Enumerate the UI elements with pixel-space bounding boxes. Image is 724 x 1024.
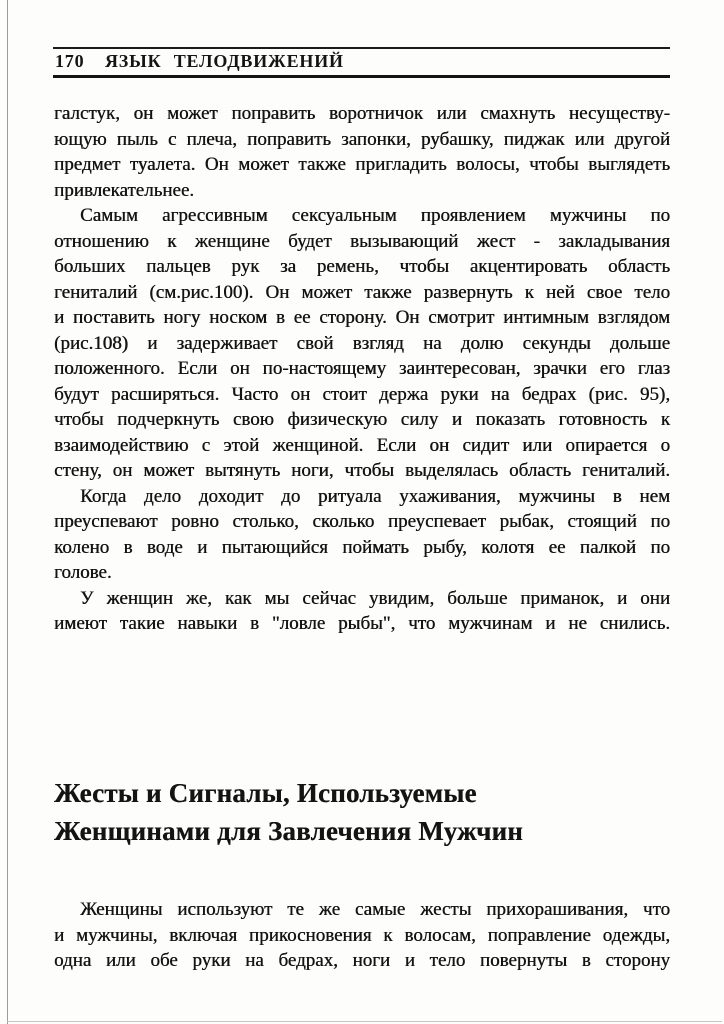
text-line: (рис.108) и задерживает свой взгляд на долю секунды дольше: [54, 332, 670, 354]
text-line: привлекательнее.: [54, 179, 195, 201]
text-line: одна или обе руки на бедрах, ноги и тело повернуты в сторону: [54, 950, 670, 971]
text-line: галстук, он может поправить воротничок или смахнуть несуществу-: [54, 103, 670, 124]
text-line: голове.: [54, 562, 112, 583]
text-line: взаимодействию с этой женщиной. Если он сидит или опирается о: [54, 434, 670, 456]
page-bottom-edge-shadow: [7, 1021, 722, 1022]
page-left-edge-shadow: [7, 0, 8, 1024]
text-line: У женщин же, как мы сейчас увидим, больше приманок, и они: [80, 587, 670, 609]
header-rule-top: [53, 47, 670, 49]
section-heading-line-1: Жесты и Сигналы, Используемые: [54, 778, 477, 808]
header-rule-bottom: [53, 75, 670, 78]
text-line: и мужчины, включая прикосновения к волосам, поправление одежды,: [54, 924, 670, 946]
text-line: стену, он может вытянуть ноги, чтобы выделялась область гениталий.: [54, 460, 670, 481]
text-line: ющую пыль с плеча, поправить запонки, рубашку, пиджак или другой: [54, 128, 670, 150]
running-header: [55, 51, 670, 72]
text-line: преуспевают ровно столько, сколько преуспевает рыбак, стоящий по: [54, 511, 670, 532]
text-line: Когда дело доходит до ритуала ухаживания, мужчины в нем: [80, 485, 670, 507]
text-line: Женщины используют те же самые жесты прихорашивания, что: [80, 899, 670, 920]
text-line: отношению к женщине будет вызывающий жест - закладывания: [54, 230, 670, 252]
section-heading: [54, 774, 670, 850]
text-line: будут расширяться. Часто он стоит держа руки на бедрах (рис. 95),: [54, 383, 670, 405]
text-line: колено в воде и пытающийся поймать рыбу, колотя ее палкой по: [54, 536, 670, 558]
text-line: имеют такие навыки в "ловле рыбы", что мужчинам и не снились.: [54, 613, 670, 634]
body-text-bottom: [54, 897, 670, 974]
running-title: ЯЗЫК ТЕЛОДВИЖЕНИЙ: [105, 51, 344, 71]
text-line: предмет туалета. Он может также пригладить волосы, чтобы выглядеть: [54, 154, 670, 175]
text-line: чтобы подчеркнуть свою физическую силу и показать готовность к: [54, 409, 670, 430]
text-line: гениталий (см.рис.100). Он может также развернуть к ней свое тело: [54, 281, 670, 303]
section-heading-line-2: Женщинами для Завлечения Мужчин: [54, 816, 523, 846]
text-line: и поставить ногу носком в ее сторону. Он смотрит интимным взглядом: [54, 307, 670, 328]
text-line: больших пальцев рук за ремень, чтобы акцентировать область: [54, 256, 670, 277]
page-number: 170: [55, 51, 85, 71]
body-text-top: [54, 101, 670, 637]
text-line: Самым агрессивным сексуальным проявлением мужчины по: [80, 205, 670, 226]
text-line: положенного. Если он по-настоящему заинтересован, зрачки его глаз: [54, 358, 670, 379]
